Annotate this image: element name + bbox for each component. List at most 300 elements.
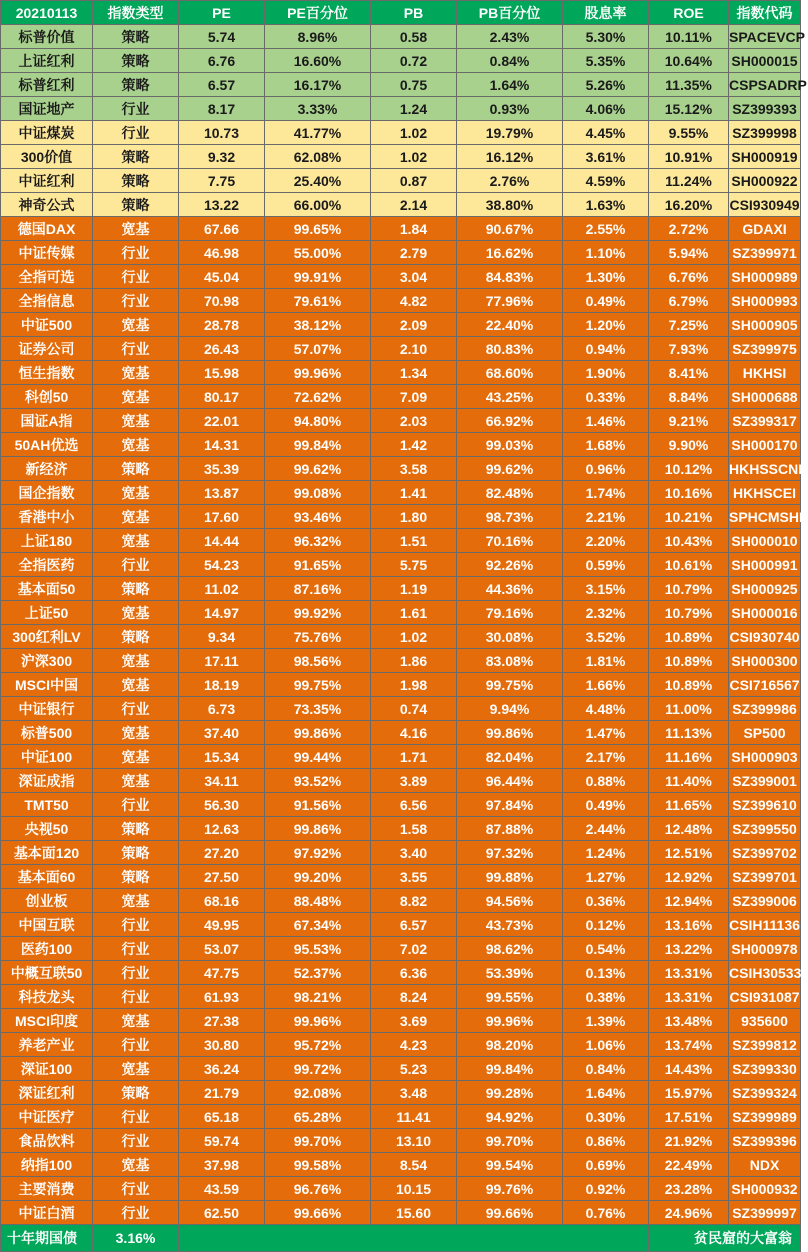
pe-value: 5.74 bbox=[179, 25, 265, 49]
pe-percentile: 99.91% bbox=[265, 265, 371, 289]
pe-percentile: 99.75% bbox=[265, 673, 371, 697]
table-row bbox=[1, 361, 801, 385]
pe-percentile: 95.53% bbox=[265, 937, 371, 961]
index-code: SZ399989 bbox=[729, 1105, 801, 1129]
table-row bbox=[1, 313, 801, 337]
dividend-yield: 5.35% bbox=[563, 49, 649, 73]
pb-value: 1.86 bbox=[371, 649, 457, 673]
index-type: 宽基 bbox=[93, 649, 179, 673]
dividend-yield: 1.90% bbox=[563, 361, 649, 385]
pe-value: 30.80 bbox=[179, 1033, 265, 1057]
table-row bbox=[1, 241, 801, 265]
pb-value: 7.09 bbox=[371, 385, 457, 409]
table-row bbox=[1, 769, 801, 793]
pe-percentile: 99.92% bbox=[265, 601, 371, 625]
index-code: SZ399812 bbox=[729, 1033, 801, 1057]
pe-percentile: 94.80% bbox=[265, 409, 371, 433]
index-code: SH000015 bbox=[729, 49, 801, 73]
roe-value: 2.72% bbox=[649, 217, 729, 241]
index-type: 宽基 bbox=[93, 313, 179, 337]
pb-value: 0.74 bbox=[371, 697, 457, 721]
dividend-yield: 1.66% bbox=[563, 673, 649, 697]
roe-value: 10.79% bbox=[649, 577, 729, 601]
index-code: 935600 bbox=[729, 1009, 801, 1033]
pe-value: 17.60 bbox=[179, 505, 265, 529]
index-code: CSPSADRP bbox=[729, 73, 801, 97]
table-row bbox=[1, 481, 801, 505]
index-name: TMT50 bbox=[1, 793, 93, 817]
index-name: 300价值 bbox=[1, 145, 93, 169]
index-type: 宽基 bbox=[93, 889, 179, 913]
table-row bbox=[1, 73, 801, 97]
bond-yield: 3.16% bbox=[93, 1225, 179, 1252]
dividend-yield: 2.20% bbox=[563, 529, 649, 553]
table-row bbox=[1, 913, 801, 937]
roe-value: 15.12% bbox=[649, 97, 729, 121]
pe-value: 7.75 bbox=[179, 169, 265, 193]
index-name: 科技龙头 bbox=[1, 985, 93, 1009]
pe-percentile: 25.40% bbox=[265, 169, 371, 193]
table-row bbox=[1, 1177, 801, 1201]
pe-value: 54.23 bbox=[179, 553, 265, 577]
roe-value: 10.89% bbox=[649, 649, 729, 673]
index-code: SH000010 bbox=[729, 529, 801, 553]
index-type: 策略 bbox=[93, 49, 179, 73]
pb-percentile: 16.62% bbox=[457, 241, 563, 265]
index-type: 策略 bbox=[93, 25, 179, 49]
index-type: 策略 bbox=[93, 457, 179, 481]
dividend-yield: 1.47% bbox=[563, 721, 649, 745]
index-code: GDAXI bbox=[729, 217, 801, 241]
index-type: 宽基 bbox=[93, 745, 179, 769]
index-type: 行业 bbox=[93, 961, 179, 985]
index-code: SH000016 bbox=[729, 601, 801, 625]
roe-value: 12.94% bbox=[649, 889, 729, 913]
roe-value: 10.61% bbox=[649, 553, 729, 577]
index-code: SH000170 bbox=[729, 433, 801, 457]
table-row bbox=[1, 145, 801, 169]
pb-value: 4.23 bbox=[371, 1033, 457, 1057]
pb-value: 1.19 bbox=[371, 577, 457, 601]
roe-value: 5.94% bbox=[649, 241, 729, 265]
index-name: 香港中小 bbox=[1, 505, 93, 529]
index-name: 全指信息 bbox=[1, 289, 93, 313]
dividend-yield: 2.21% bbox=[563, 505, 649, 529]
pb-percentile: 16.12% bbox=[457, 145, 563, 169]
pe-value: 37.98 bbox=[179, 1153, 265, 1177]
roe-value: 7.25% bbox=[649, 313, 729, 337]
index-name: 国企指数 bbox=[1, 481, 93, 505]
table-row bbox=[1, 265, 801, 289]
pb-percentile: 30.08% bbox=[457, 625, 563, 649]
index-type: 策略 bbox=[93, 73, 179, 97]
index-name: 德国DAX bbox=[1, 217, 93, 241]
pb-value: 1.02 bbox=[371, 121, 457, 145]
index-type: 行业 bbox=[93, 1105, 179, 1129]
footer-row bbox=[1, 1225, 801, 1252]
pe-percentile: 99.44% bbox=[265, 745, 371, 769]
pb-percentile: 98.20% bbox=[457, 1033, 563, 1057]
pb-value: 3.58 bbox=[371, 457, 457, 481]
pb-value: 6.36 bbox=[371, 961, 457, 985]
dividend-yield: 0.13% bbox=[563, 961, 649, 985]
index-code: SH000989 bbox=[729, 265, 801, 289]
pe-percentile: 98.21% bbox=[265, 985, 371, 1009]
index-name: 恒生指数 bbox=[1, 361, 93, 385]
pb-percentile: 99.76% bbox=[457, 1177, 563, 1201]
roe-value: 9.21% bbox=[649, 409, 729, 433]
table-row bbox=[1, 697, 801, 721]
index-type: 行业 bbox=[93, 241, 179, 265]
index-type: 宽基 bbox=[93, 769, 179, 793]
pb-value: 3.40 bbox=[371, 841, 457, 865]
pb-percentile: 99.86% bbox=[457, 721, 563, 745]
index-code: SH000688 bbox=[729, 385, 801, 409]
roe-value: 10.89% bbox=[649, 673, 729, 697]
table-row bbox=[1, 1201, 801, 1225]
index-code: SZ399986 bbox=[729, 697, 801, 721]
pb-percentile: 38.80% bbox=[457, 193, 563, 217]
pb-value: 10.15 bbox=[371, 1177, 457, 1201]
index-name: 上证50 bbox=[1, 601, 93, 625]
index-code: SP500 bbox=[729, 721, 801, 745]
pb-percentile: 77.96% bbox=[457, 289, 563, 313]
index-type: 策略 bbox=[93, 865, 179, 889]
pb-percentile: 43.73% bbox=[457, 913, 563, 937]
index-code: SH000919 bbox=[729, 145, 801, 169]
table-row bbox=[1, 889, 801, 913]
header-row bbox=[1, 1, 801, 25]
dividend-yield: 1.10% bbox=[563, 241, 649, 265]
table-row bbox=[1, 745, 801, 769]
dividend-yield: 5.26% bbox=[563, 73, 649, 97]
pe-value: 80.17 bbox=[179, 385, 265, 409]
pe-value: 53.07 bbox=[179, 937, 265, 961]
dividend-yield: 0.49% bbox=[563, 793, 649, 817]
roe-value: 10.89% bbox=[649, 625, 729, 649]
index-type: 宽基 bbox=[93, 1009, 179, 1033]
index-name: 养老产业 bbox=[1, 1033, 93, 1057]
dividend-yield: 0.69% bbox=[563, 1153, 649, 1177]
index-code: CSIH11136 bbox=[729, 913, 801, 937]
pb-percentile: 98.73% bbox=[457, 505, 563, 529]
roe-value: 6.79% bbox=[649, 289, 729, 313]
index-type: 宽基 bbox=[93, 721, 179, 745]
pb-percentile: 0.84% bbox=[457, 49, 563, 73]
roe-value: 10.91% bbox=[649, 145, 729, 169]
roe-value: 11.13% bbox=[649, 721, 729, 745]
index-name: 深证红利 bbox=[1, 1081, 93, 1105]
pe-value: 9.34 bbox=[179, 625, 265, 649]
pe-value: 21.79 bbox=[179, 1081, 265, 1105]
pb-percentile: 99.88% bbox=[457, 865, 563, 889]
index-code: SH000932 bbox=[729, 1177, 801, 1201]
dividend-yield: 2.55% bbox=[563, 217, 649, 241]
index-name: 中概互联50 bbox=[1, 961, 93, 985]
pb-percentile: 79.16% bbox=[457, 601, 563, 625]
pb-percentile: 53.39% bbox=[457, 961, 563, 985]
header-type: 指数类型 bbox=[93, 1, 179, 25]
index-code: SPACEVCP bbox=[729, 25, 801, 49]
pb-percentile: 43.25% bbox=[457, 385, 563, 409]
index-code: HKHSCEI bbox=[729, 481, 801, 505]
index-code: SZ399396 bbox=[729, 1129, 801, 1153]
table-row bbox=[1, 457, 801, 481]
table-row bbox=[1, 337, 801, 361]
dividend-yield: 0.88% bbox=[563, 769, 649, 793]
pe-percentile: 99.96% bbox=[265, 361, 371, 385]
pe-value: 46.98 bbox=[179, 241, 265, 265]
pb-percentile: 80.83% bbox=[457, 337, 563, 361]
pe-percentile: 73.35% bbox=[265, 697, 371, 721]
pe-percentile: 87.16% bbox=[265, 577, 371, 601]
pb-percentile: 99.84% bbox=[457, 1057, 563, 1081]
index-type: 行业 bbox=[93, 697, 179, 721]
roe-value: 22.49% bbox=[649, 1153, 729, 1177]
index-type: 宽基 bbox=[93, 673, 179, 697]
pe-percentile: 99.86% bbox=[265, 721, 371, 745]
index-code: CSI931087 bbox=[729, 985, 801, 1009]
index-code: SZ399550 bbox=[729, 817, 801, 841]
dividend-yield: 0.94% bbox=[563, 337, 649, 361]
index-type: 行业 bbox=[93, 289, 179, 313]
roe-value: 13.48% bbox=[649, 1009, 729, 1033]
pb-percentile: 19.79% bbox=[457, 121, 563, 145]
roe-value: 11.40% bbox=[649, 769, 729, 793]
pb-value: 5.75 bbox=[371, 553, 457, 577]
table-row bbox=[1, 841, 801, 865]
dividend-yield: 1.20% bbox=[563, 313, 649, 337]
pb-value: 3.69 bbox=[371, 1009, 457, 1033]
index-type: 行业 bbox=[93, 1033, 179, 1057]
table-row bbox=[1, 1057, 801, 1081]
pe-percentile: 99.65% bbox=[265, 217, 371, 241]
pe-percentile: 96.32% bbox=[265, 529, 371, 553]
table-row bbox=[1, 193, 801, 217]
pe-percentile: 92.08% bbox=[265, 1081, 371, 1105]
roe-value: 6.76% bbox=[649, 265, 729, 289]
pe-percentile: 38.12% bbox=[265, 313, 371, 337]
pb-percentile: 99.96% bbox=[457, 1009, 563, 1033]
index-code: CSI930949 bbox=[729, 193, 801, 217]
pe-value: 8.17 bbox=[179, 97, 265, 121]
table-row bbox=[1, 385, 801, 409]
pb-value: 0.87 bbox=[371, 169, 457, 193]
pb-percentile: 2.43% bbox=[457, 25, 563, 49]
header-pe-percentile: PE百分位 bbox=[265, 1, 371, 25]
pe-percentile: 97.92% bbox=[265, 841, 371, 865]
author-note: 贫民窟的大富翁 bbox=[649, 1225, 801, 1252]
index-type: 宽基 bbox=[93, 1057, 179, 1081]
index-type: 策略 bbox=[93, 577, 179, 601]
roe-value: 11.24% bbox=[649, 169, 729, 193]
index-type: 宽基 bbox=[93, 529, 179, 553]
index-code: SZ399330 bbox=[729, 1057, 801, 1081]
index-name: 基本面120 bbox=[1, 841, 93, 865]
roe-value: 13.31% bbox=[649, 961, 729, 985]
pe-value: 70.98 bbox=[179, 289, 265, 313]
index-name: 纳指100 bbox=[1, 1153, 93, 1177]
pb-value: 4.16 bbox=[371, 721, 457, 745]
dividend-yield: 1.74% bbox=[563, 481, 649, 505]
roe-value: 11.35% bbox=[649, 73, 729, 97]
pb-value: 3.55 bbox=[371, 865, 457, 889]
pb-percentile: 99.62% bbox=[457, 457, 563, 481]
table-row bbox=[1, 529, 801, 553]
pb-percentile: 70.16% bbox=[457, 529, 563, 553]
index-code: SZ399971 bbox=[729, 241, 801, 265]
index-name: 中证白酒 bbox=[1, 1201, 93, 1225]
pe-percentile: 99.70% bbox=[265, 1129, 371, 1153]
index-type: 宽基 bbox=[93, 505, 179, 529]
pe-value: 37.40 bbox=[179, 721, 265, 745]
pb-percentile: 99.70% bbox=[457, 1129, 563, 1153]
roe-value: 23.28% bbox=[649, 1177, 729, 1201]
pe-percentile: 88.48% bbox=[265, 889, 371, 913]
pe-percentile: 99.62% bbox=[265, 457, 371, 481]
table-row bbox=[1, 217, 801, 241]
pe-percentile: 99.86% bbox=[265, 817, 371, 841]
table-row bbox=[1, 1153, 801, 1177]
index-type: 宽基 bbox=[93, 481, 179, 505]
pe-value: 68.16 bbox=[179, 889, 265, 913]
index-name: 创业板 bbox=[1, 889, 93, 913]
index-name: 中证医疗 bbox=[1, 1105, 93, 1129]
pb-percentile: 9.94% bbox=[457, 697, 563, 721]
pb-value: 1.34 bbox=[371, 361, 457, 385]
roe-value: 11.00% bbox=[649, 697, 729, 721]
pe-value: 62.50 bbox=[179, 1201, 265, 1225]
pb-value: 15.60 bbox=[371, 1201, 457, 1225]
index-code: SH000903 bbox=[729, 745, 801, 769]
table-row bbox=[1, 985, 801, 1009]
roe-value: 8.84% bbox=[649, 385, 729, 409]
index-name: 沪深300 bbox=[1, 649, 93, 673]
pb-percentile: 1.64% bbox=[457, 73, 563, 97]
pe-value: 14.97 bbox=[179, 601, 265, 625]
footer-spacer bbox=[179, 1225, 649, 1252]
pe-value: 49.95 bbox=[179, 913, 265, 937]
index-code: SH000925 bbox=[729, 577, 801, 601]
pe-value: 6.57 bbox=[179, 73, 265, 97]
roe-value: 10.79% bbox=[649, 601, 729, 625]
pb-value: 2.10 bbox=[371, 337, 457, 361]
dividend-yield: 1.06% bbox=[563, 1033, 649, 1057]
pb-value: 1.51 bbox=[371, 529, 457, 553]
pb-value: 6.57 bbox=[371, 913, 457, 937]
dividend-yield: 1.46% bbox=[563, 409, 649, 433]
index-type: 行业 bbox=[93, 937, 179, 961]
table-body bbox=[1, 25, 808, 1225]
pb-value: 8.82 bbox=[371, 889, 457, 913]
index-code: SZ399001 bbox=[729, 769, 801, 793]
pb-percentile: 0.93% bbox=[457, 97, 563, 121]
table-row bbox=[1, 961, 801, 985]
table-row bbox=[1, 1105, 801, 1129]
pb-percentile: 66.92% bbox=[457, 409, 563, 433]
index-name: 基本面60 bbox=[1, 865, 93, 889]
dividend-yield: 3.15% bbox=[563, 577, 649, 601]
pb-percentile: 98.62% bbox=[457, 937, 563, 961]
pb-percentile: 44.36% bbox=[457, 577, 563, 601]
roe-value: 14.43% bbox=[649, 1057, 729, 1081]
pb-value: 1.58 bbox=[371, 817, 457, 841]
index-type: 宽基 bbox=[93, 385, 179, 409]
table-row bbox=[1, 721, 801, 745]
pb-value: 3.04 bbox=[371, 265, 457, 289]
dividend-yield: 2.32% bbox=[563, 601, 649, 625]
index-name: 50AH优选 bbox=[1, 433, 93, 457]
pe-value: 27.20 bbox=[179, 841, 265, 865]
pe-percentile: 67.34% bbox=[265, 913, 371, 937]
pe-percentile: 52.37% bbox=[265, 961, 371, 985]
index-code: SZ399998 bbox=[729, 121, 801, 145]
pb-value: 1.42 bbox=[371, 433, 457, 457]
dividend-yield: 0.59% bbox=[563, 553, 649, 577]
pe-value: 35.39 bbox=[179, 457, 265, 481]
pb-value: 4.82 bbox=[371, 289, 457, 313]
pe-percentile: 55.00% bbox=[265, 241, 371, 265]
pe-value: 61.93 bbox=[179, 985, 265, 1009]
pb-percentile: 87.88% bbox=[457, 817, 563, 841]
pe-percentile: 72.62% bbox=[265, 385, 371, 409]
pb-percentile: 99.75% bbox=[457, 673, 563, 697]
pb-value: 1.02 bbox=[371, 625, 457, 649]
roe-value: 13.22% bbox=[649, 937, 729, 961]
pe-value: 56.30 bbox=[179, 793, 265, 817]
index-name: 中证500 bbox=[1, 313, 93, 337]
roe-value: 8.41% bbox=[649, 361, 729, 385]
pb-value: 0.75 bbox=[371, 73, 457, 97]
pb-value: 8.24 bbox=[371, 985, 457, 1009]
index-type: 行业 bbox=[93, 1201, 179, 1225]
index-type: 宽基 bbox=[93, 361, 179, 385]
index-name: 中证银行 bbox=[1, 697, 93, 721]
pe-percentile: 91.56% bbox=[265, 793, 371, 817]
table-row bbox=[1, 865, 801, 889]
pe-percentile: 41.77% bbox=[265, 121, 371, 145]
pb-percentile: 90.67% bbox=[457, 217, 563, 241]
index-code: SPHCMSHP bbox=[729, 505, 801, 529]
index-name: 标普价值 bbox=[1, 25, 93, 49]
roe-value: 16.20% bbox=[649, 193, 729, 217]
pb-value: 7.02 bbox=[371, 937, 457, 961]
index-type: 策略 bbox=[93, 169, 179, 193]
header-date: 20210113 bbox=[1, 1, 93, 25]
pe-percentile: 62.08% bbox=[265, 145, 371, 169]
pe-value: 17.11 bbox=[179, 649, 265, 673]
dividend-yield: 0.96% bbox=[563, 457, 649, 481]
index-name: 中国互联 bbox=[1, 913, 93, 937]
pe-value: 47.75 bbox=[179, 961, 265, 985]
table-row bbox=[1, 25, 801, 49]
table-row bbox=[1, 673, 801, 697]
roe-value: 21.92% bbox=[649, 1129, 729, 1153]
index-name: 中证传媒 bbox=[1, 241, 93, 265]
index-code: HKHSI bbox=[729, 361, 801, 385]
roe-value: 9.55% bbox=[649, 121, 729, 145]
index-name: 中证红利 bbox=[1, 169, 93, 193]
pb-percentile: 97.84% bbox=[457, 793, 563, 817]
pe-value: 11.02 bbox=[179, 577, 265, 601]
pe-value: 27.38 bbox=[179, 1009, 265, 1033]
pb-value: 3.89 bbox=[371, 769, 457, 793]
pb-percentile: 92.26% bbox=[457, 553, 563, 577]
dividend-yield: 2.44% bbox=[563, 817, 649, 841]
roe-value: 11.16% bbox=[649, 745, 729, 769]
table-row bbox=[1, 121, 801, 145]
index-code: SZ399393 bbox=[729, 97, 801, 121]
